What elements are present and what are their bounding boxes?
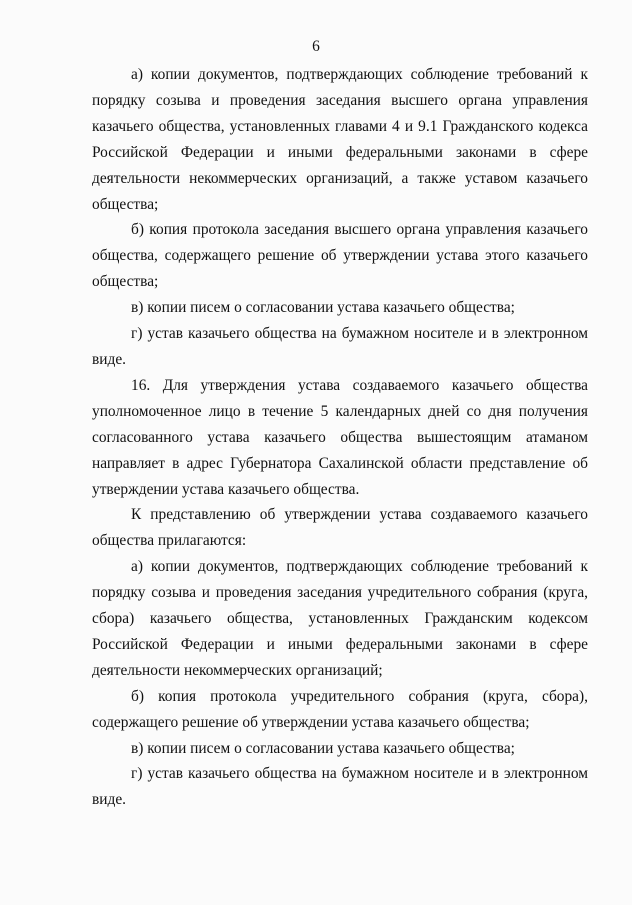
document-body: [92, 62, 588, 813]
page-number: 6: [312, 38, 320, 55]
paragraph-a-documents: а) копии документов, подтверждающих соблюдение требований к порядку созыва и проведения заседания высшего органа управления казачьего общества, установленных главами 4 и 9.1 Гражданского кодекса Российской Федерации и иными федеральными законами в сфере деятельности некоммерческих организаций, а также уставом казачьего общества;: [92, 66, 588, 213]
paragraph-b-founding-protocol: б) копия протокола учредительного собрания (круга, сбора), содержащего решение об утверждении устава казачьего общества;: [92, 687, 588, 731]
paragraph-16: 16. Для утверждения устава создаваемого казачьего общества уполномоченное лицо в течение 5 календарных дней со дня получения согласованного устава казачьего общества вышестоящим атаманом направляет в адрес Губернатора Сахалинской области представление об утверждении устава казачьего общества.: [92, 376, 588, 498]
paragraph-g-charter-2: г) устав казачьего общества на бумажном носителе и в электронном виде.: [92, 765, 588, 809]
paragraph-v-letters-2: в) копии писем о согласовании устава казачьего общества;: [131, 739, 515, 757]
paragraph-b-protocol: б) копия протокола заседания высшего органа управления казачьего общества, содержащего решение об утверждении устава этого казачьего общества;: [92, 221, 588, 291]
paragraph-v-letters: в) копии писем о согласовании устава казачьего общества;: [131, 299, 515, 317]
paragraph-a-founding-documents: а) копии документов, подтверждающих соблюдение требований к порядку созыва и проведения заседания учредительного собрания (круга, сбора) казачьего общества, установленных Гражданским кодексом Российской Федерации и иными федеральными законами в сфере деятельности некоммерческих организаций;: [92, 558, 588, 679]
paragraph-g-charter: г) устав казачьего общества на бумажном носителе и в электронном виде.: [92, 325, 588, 368]
paragraph-attachments-intro: К представлению об утверждении устава создаваемого казачьего общества прилагаются:: [92, 506, 588, 550]
